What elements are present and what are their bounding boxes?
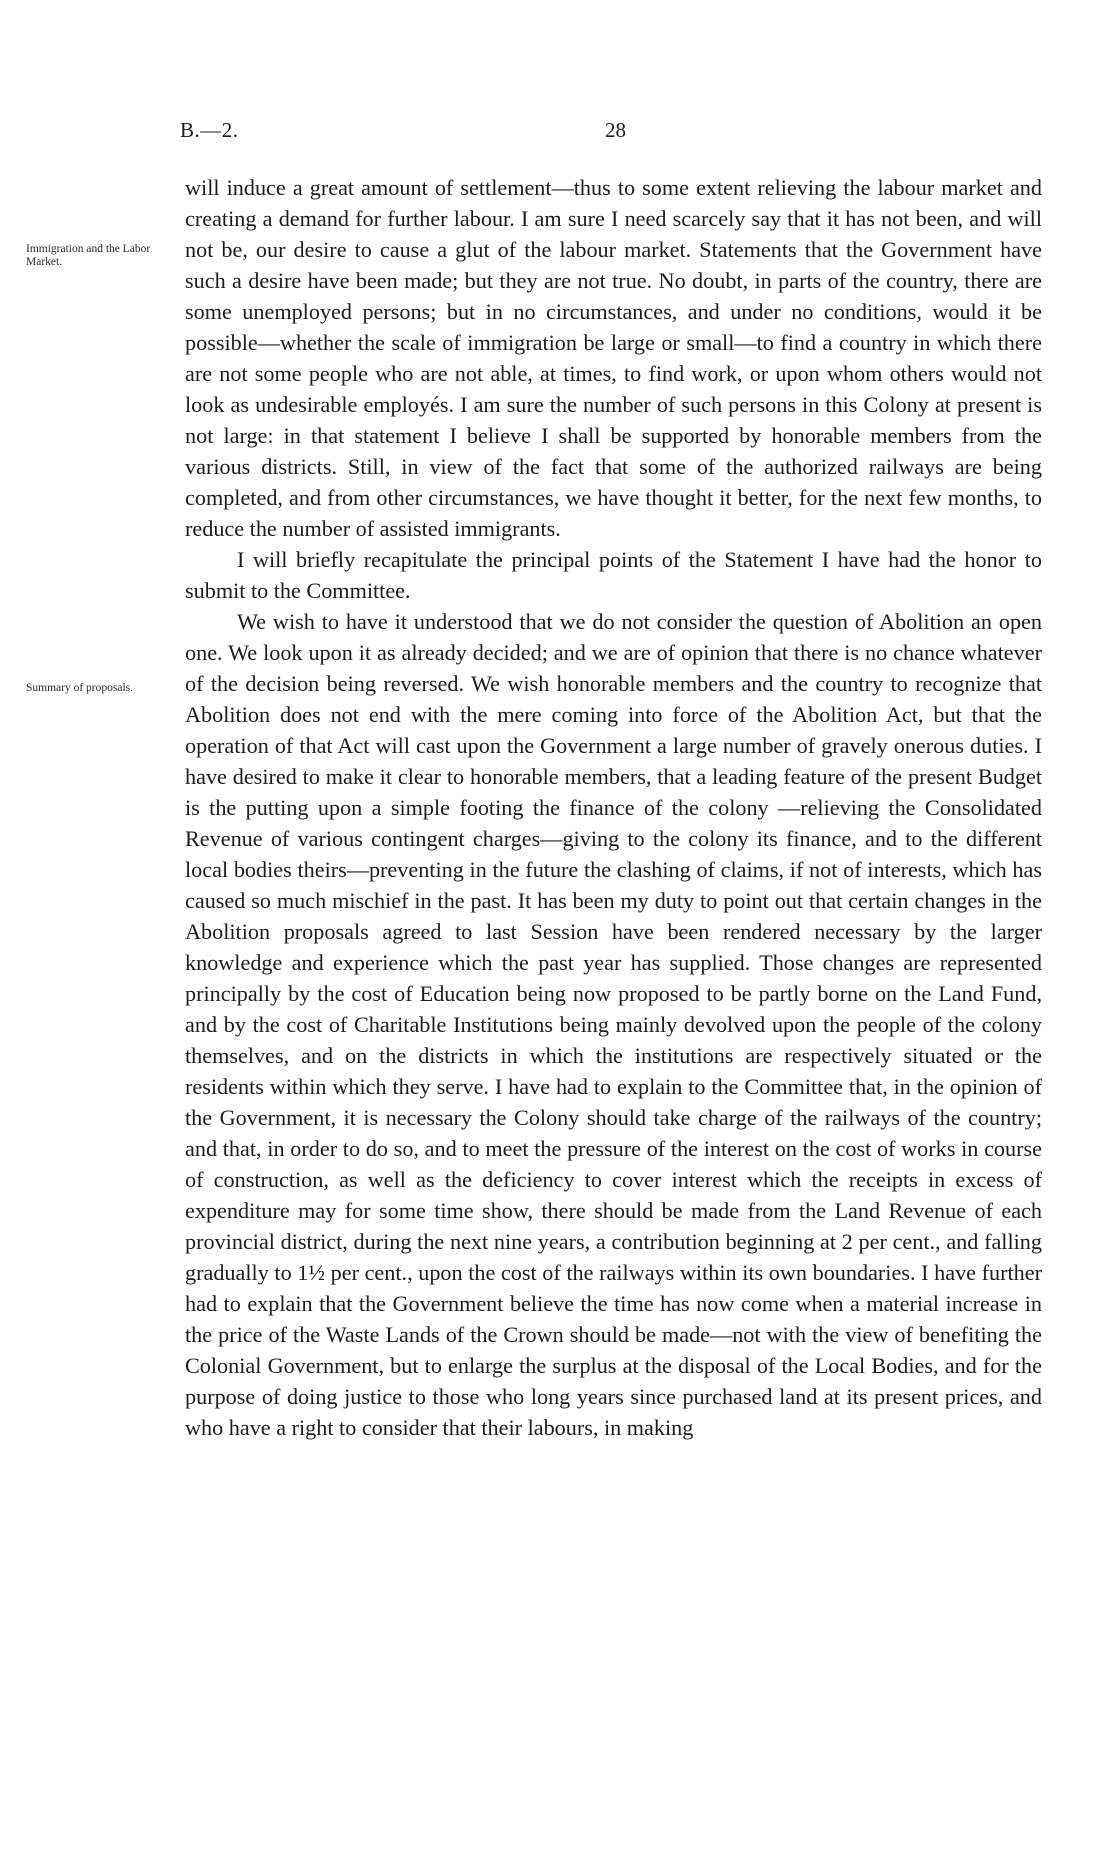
page-number: 28 [605, 118, 626, 142]
page-header [180, 118, 1042, 148]
margin-note-summary: Summary of proposals. [26, 682, 134, 694]
body-text [185, 172, 1042, 1443]
margin-note-immigration: Immigration and the Labor Market. [26, 243, 151, 268]
document-reference: B.—2. [180, 118, 239, 142]
paragraph-summary: We wish to have it understood that we do not consider the question of Abolition an open one. We look upon it as already decided; and we are of opinion that there is no chance whatever of the decision being reversed. We wish honorable members and the country to recognize that Abolition does not end with the mere coming into force of the Abolition Act, but that the operation of that Act will cast upon the Government a large number of gravely onerous duties. I have desired to make it clear to honorable members, that a leading feature of the present Budget is the putting upon a simple footing the finance of the colony —relieving the Consolidated Revenue of various contingent charges—giving to the colony its finance, and to the different local bodies theirs—preventing in the future the clashing of claims, if not of interests, which has caused so much mischief in the past. It has been my duty to point out that certain changes in the Abolition proposals agreed to last Session have been rendered necessary by the larger knowledge and experience which the past year has supplied. Those changes are represented principally by the cost of Education being now proposed to be partly borne on the Land Fund, and by the cost of Charitable Institutions being mainly devolved upon the people of the colony themselves, and on the districts in which the institutions are respectively situated or the residents within which they serve. I have had to explain to the Committee that, in the opinion of the Government, it is necessary the Colony should take charge of the railways of the country; and that, in order to do so, and to meet the pressure of the interest on the cost of works in course of construction, as well as the deficiency to cover interest which the receipts in excess of expenditure may for some time show, there should be made from the Land Revenue of each provincial district, during the next nine years, a contribution beginning at 2 per cent., and falling gradually to 1½ per cent., upon the cost of the railways within its own boundaries. I have further had to explain that the Government believe the time has now come when a material increase in the price of the Waste Lands of the Crown should be made—not with the view of benefiting the Colonial Government, but to enlarge the surplus at the disposal of the Local Bodies, and for the purpose of doing justice to those who long years since purchased land at its present prices, and who have a right to consider that their labours, in making [185, 609, 1042, 1440]
paragraph-immigration: will induce a great amount of settlement—thus to some extent relieving the labour market and creating a demand for further labour. I am sure I need scarcely say that it has not been, and will not be, our desire to cause a glut of the labour market. Statements that the Government have such a desire have been made; but they are not true. No doubt, in parts of the country, there are some unemployed persons; but in no circumstances, and under no conditions, would it be possible—whether the scale of immigration be large or small—to find a country in which there are not some people who are not able, at times, to find work, or upon whom others would not look as undesirable employés. I am sure the number of such persons in this Colony at present is not large: in that statement I believe I shall be supported by honorable members from the various districts. Still, in view of the fact that some of the authorized railways are being completed, and from other circumstances, we have thought it better, for the next few months, to reduce the number of assisted immigrants. [185, 175, 1042, 541]
paragraph-recapitulate: I will briefly recapitulate the principal points of the Statement I have had the honor to submit to the Committee. [185, 547, 1042, 603]
